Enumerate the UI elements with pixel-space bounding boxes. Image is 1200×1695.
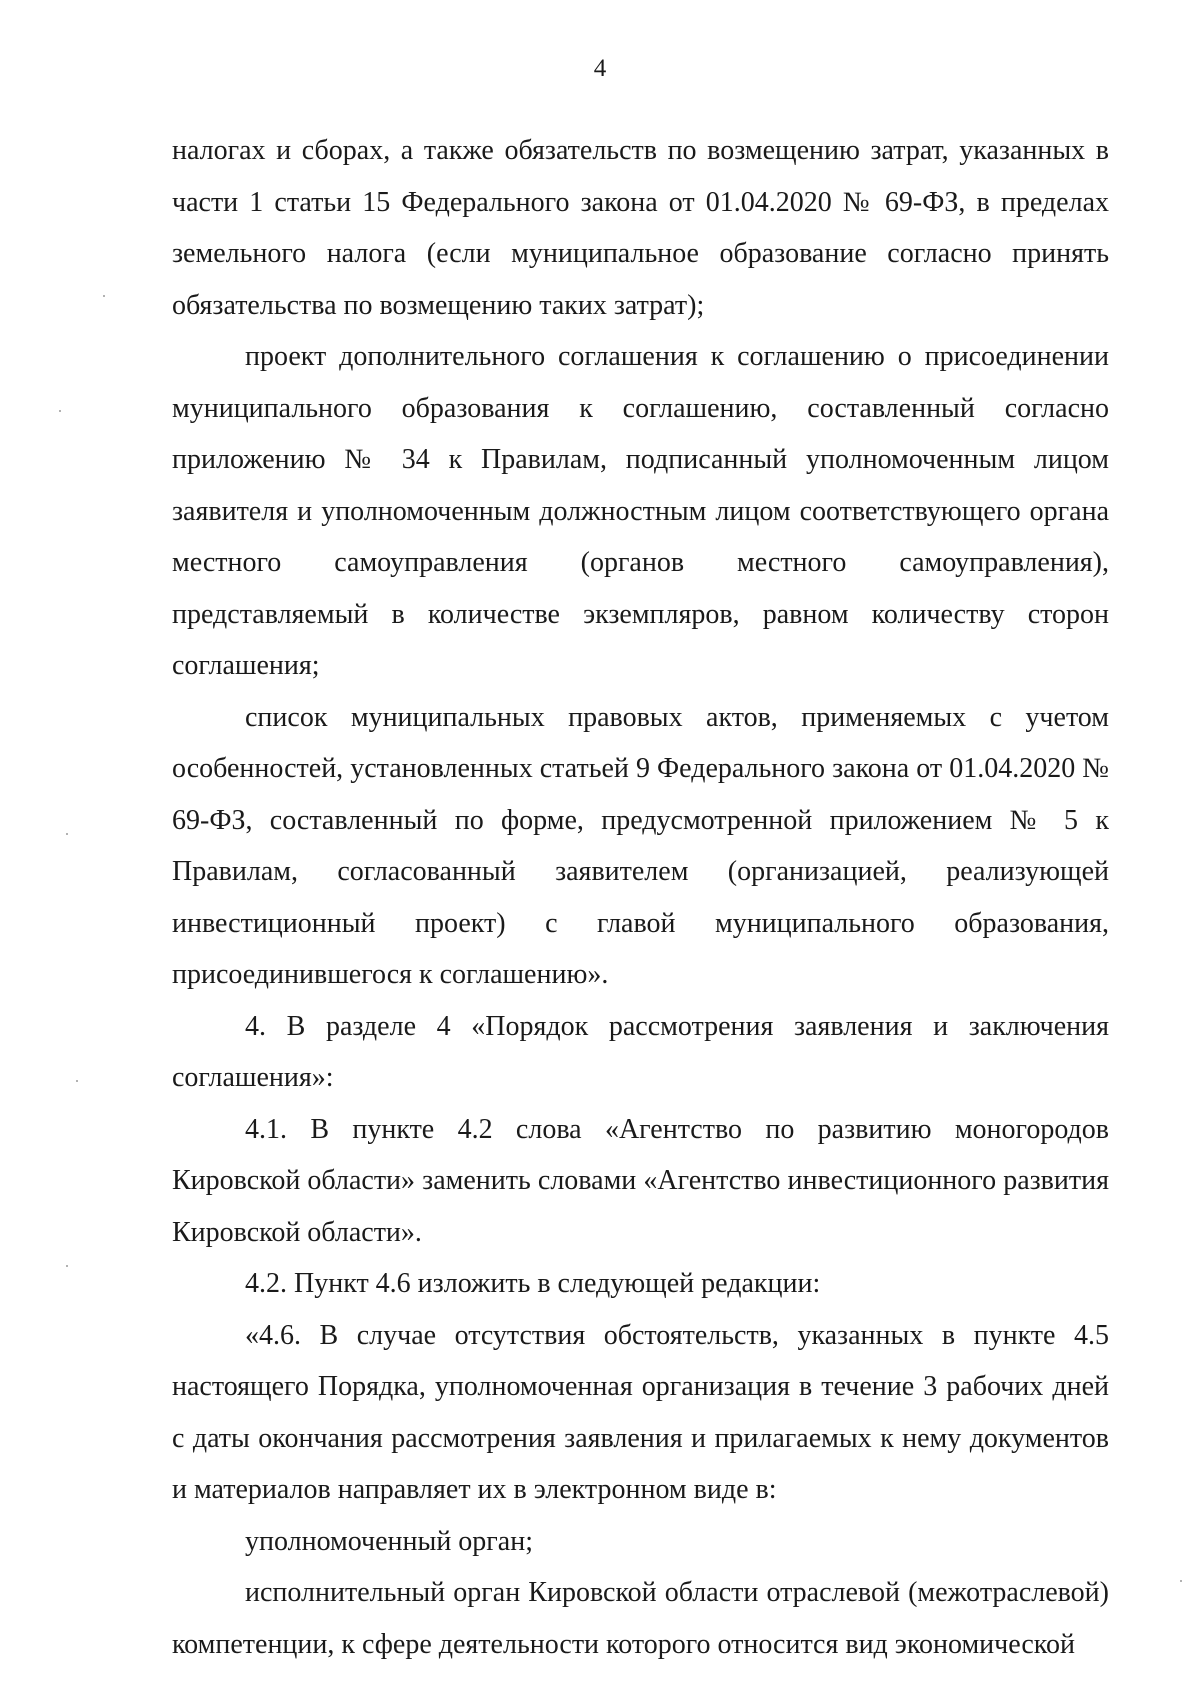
- paragraph-executive-body: исполнительный орган Кировской области отраслевой (межотраслевой) компетенции, к сфере деятельности которого относится вид экономической: [172, 1577, 1109, 1660]
- page-number: 4: [593, 55, 607, 82]
- paragraph-item-4-1: 4.1. В пункте 4.2 слова «Агентство по развитию моногородов Кировской области» заменить словами «Агентство инвестиционного развития Кировской области».: [172, 1113, 1109, 1248]
- document-body: [172, 125, 1109, 1670]
- scan-speck: [66, 1265, 68, 1267]
- paragraph-municipal-acts-list: список муниципальных правовых актов, применяемых с учетом особенностей, установленных статьей 9 Федерального закона от 01.04.2020 № 69-ФЗ, составленный по форме, предусмотренной приложением № 5 к Правилам, согласованный заявителем (организацией, реализующей инвестиционный проект) с главой муниципального образования, присоединившегося к соглашению».: [172, 701, 1109, 990]
- scan-speck: [59, 410, 61, 412]
- paragraph-supplementary-agreement: проект дополнительного соглашения к соглашению о присоединении муниципального образования к соглашению, составленный согласно приложению № 34 к Правилам, подписанный уполномоченным лицом заявителя и уполномоченным должностным лицом соответствующего органа местного самоуправления (органов местного самоуправления), представляемый в количестве экземпляров, равном количеству сторон соглашения;: [172, 341, 1109, 681]
- scan-speck: [103, 295, 105, 297]
- paragraph-taxes-obligations: налогах и сборах, а также обязательств по возмещению затрат, указанных в части 1 статьи 15 Федерального закона от 01.04.2020 № 69-ФЗ, в пределах земельного налога (если муниципальное образование согласно принять обязательства по возмещению таких затрат);: [172, 135, 1109, 321]
- paragraph-section-4: 4. В разделе 4 «Порядок рассмотрения заявления и заключения соглашения»:: [172, 1010, 1109, 1093]
- paragraph-authorized-body: уполномоченный орган;: [245, 1525, 533, 1557]
- paragraph-item-4-2: 4.2. Пункт 4.6 изложить в следующей редакции:: [245, 1268, 821, 1299]
- scan-speck: [76, 1080, 78, 1082]
- scan-speck: [1180, 1580, 1182, 1582]
- scan-speck: [66, 833, 68, 835]
- paragraph-item-4-6: «4.6. В случае отсутствия обстоятельств, указанных в пункте 4.5 настоящего Порядка, уполномоченная организация в течение 3 рабочих дней с даты окончания рассмотрения заявления и прилагаемых к нему документов и материалов направляет их в электронном виде в:: [172, 1319, 1109, 1505]
